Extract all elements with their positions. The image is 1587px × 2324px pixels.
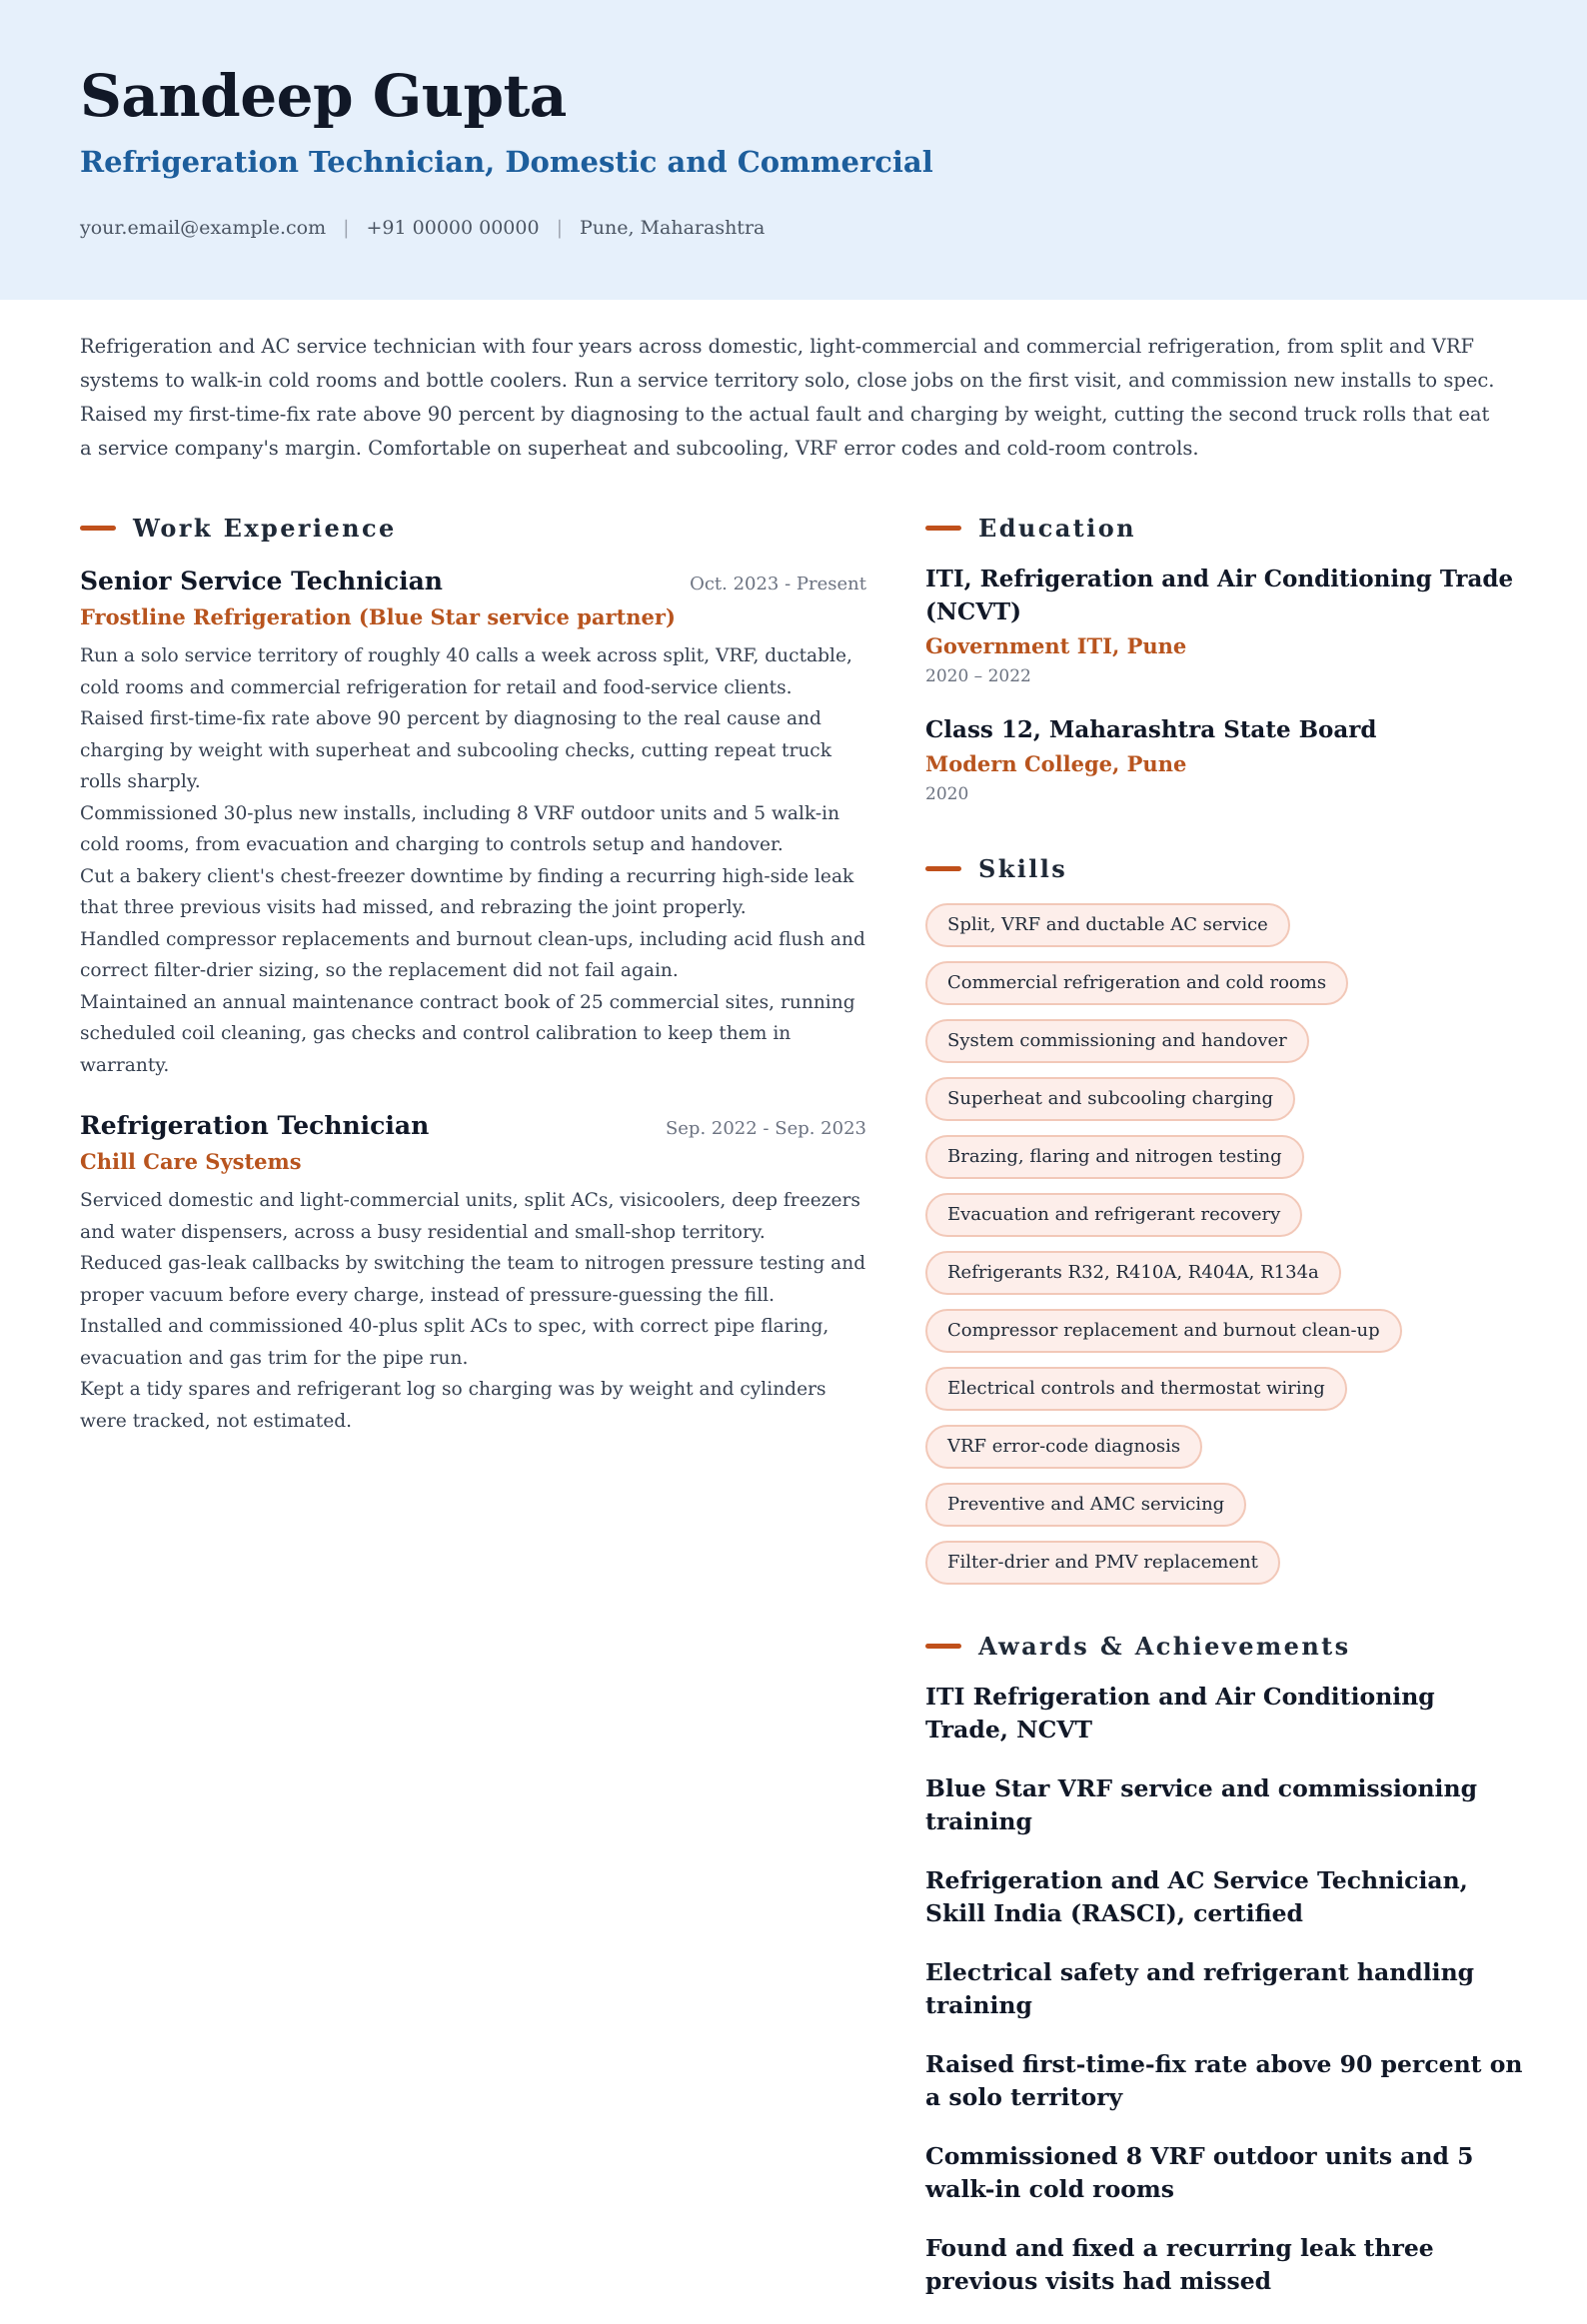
resume-header bbox=[0, 0, 1587, 300]
section-accent-bar bbox=[925, 866, 961, 871]
education-entry bbox=[925, 563, 1525, 689]
job-bullet: Kept a tidy spares and refrigerant log so charging was by weight and cylinders were tracked, not estimated. bbox=[80, 1379, 826, 1432]
right-column bbox=[925, 505, 1525, 2324]
skill-tag: Split, VRF and ductable AC service bbox=[925, 903, 1290, 947]
job-company: Frostline Refrigeration (Blue Star service partner) bbox=[80, 604, 676, 629]
job-bullet: Reduced gas-leak callbacks by switching the team to nitrogen pressure testing and proper vacuum before every charge, instead of pressure-guessing the fill. bbox=[80, 1253, 866, 1306]
award-item: Refrigeration and AC Service Technician, Skill India (RASCI), certified bbox=[925, 1866, 1468, 1927]
section-title: Education bbox=[978, 513, 1136, 543]
job-bullet: Handled compressor replacements and burnout clean-ups, including acid flush and correct filter-drier sizing, so the replacement did not fail again. bbox=[80, 928, 865, 981]
contact-separator: | bbox=[556, 217, 563, 239]
award-item: Raised first-time-fix rate above 90 percent on a solo territory bbox=[925, 2050, 1523, 2111]
section-title: Skills bbox=[978, 853, 1068, 883]
email-text: your.email@example.com bbox=[80, 217, 327, 239]
skills-list bbox=[925, 903, 1525, 1585]
job-date: Oct. 2023 - Present bbox=[690, 574, 866, 594]
skill-tag: Electrical controls and thermostat wiring bbox=[925, 1367, 1347, 1411]
job-title: Refrigeration Technician, Domestic and Commercial bbox=[80, 145, 933, 179]
job-bullet: Run a solo service territory of roughly 40 calls a week across split, VRF, ductable, cold rooms and commercial refrigeration for retail and food-service clients. bbox=[80, 645, 852, 698]
section-header-skills bbox=[925, 845, 1525, 891]
job-role: Senior Service Technician bbox=[80, 567, 443, 595]
skill-tag: Evacuation and refrigerant recovery bbox=[925, 1193, 1302, 1237]
job-bullet: Commissioned 30-plus new installs, including 8 VRF outdoor units and 5 walk-in cold rooms, from evacuation and charging to controls setup and handover. bbox=[80, 802, 840, 855]
skill-tag: Commercial refrigeration and cold rooms bbox=[925, 961, 1348, 1005]
skill-tag: Compressor replacement and burnout clean-up bbox=[925, 1309, 1402, 1353]
job-company: Chill Care Systems bbox=[80, 1149, 302, 1174]
job-entry bbox=[80, 563, 866, 1081]
section-accent-bar bbox=[925, 526, 961, 531]
section-header-awards bbox=[925, 1623, 1525, 1669]
section-title: Awards & Achievements bbox=[978, 1631, 1351, 1661]
phone-text: +91 00000 00000 bbox=[366, 217, 540, 239]
contact-line bbox=[80, 214, 765, 242]
education-degree: Class 12, Maharashtra State Board bbox=[925, 716, 1377, 743]
education-school: Government ITI, Pune bbox=[925, 633, 1187, 658]
skill-tag: Brazing, flaring and nitrogen testing bbox=[925, 1135, 1304, 1179]
section-accent-bar bbox=[925, 1644, 961, 1649]
job-header bbox=[80, 563, 866, 600]
award-item: Found and fixed a recurring leak three previous visits had missed bbox=[925, 2234, 1434, 2295]
education-school: Modern College, Pune bbox=[925, 751, 1187, 776]
summary-paragraph: Refrigeration and AC service technician with four years across domestic, light-commercial and commercial refrigeration, from split and VRF systems to walk-in cold rooms and bottle coolers. Run a service territory solo, close jobs on the first visit, and commission new installs to spec. Raised my first-time-fix rate above 90 percent by diagnosing to the actual fault and charging by weight, cutting the second truck rolls that eat a service company's margin. Comfortable on superheat and subcooling, VRF error codes and cold-room controls. bbox=[80, 335, 1495, 460]
award-item: Electrical safety and refrigerant handling training bbox=[925, 1958, 1475, 2019]
skill-tag: System commissioning and handover bbox=[925, 1019, 1309, 1063]
skill-tag: Filter-drier and PMV replacement bbox=[925, 1541, 1280, 1585]
award-item: ITI Refrigeration and Air Conditioning Trade, NCVT bbox=[925, 1683, 1435, 1743]
job-role: Refrigeration Technician bbox=[80, 1111, 430, 1140]
contact-separator: | bbox=[343, 217, 350, 239]
skill-tag: Preventive and AMC servicing bbox=[925, 1483, 1246, 1527]
job-bullet: Maintained an annual maintenance contract book of 25 commercial sites, running scheduled coil cleaning, gas checks and control calibration to keep them in warranty. bbox=[80, 991, 855, 1076]
education-degree: ITI, Refrigeration and Air Conditioning Trade (NCVT) bbox=[925, 566, 1514, 625]
awards-list bbox=[925, 1681, 1525, 2298]
candidate-name: Sandeep Gupta bbox=[80, 62, 567, 130]
section-title: Work Experience bbox=[133, 513, 397, 543]
education-entry bbox=[925, 713, 1525, 807]
left-column bbox=[80, 505, 866, 1463]
job-bullet: Serviced domestic and light-commercial units, split ACs, visicoolers, deep freezers and water dispensers, across a busy residential and small-shop territory. bbox=[80, 1190, 860, 1243]
skill-tag: Superheat and subcooling charging bbox=[925, 1077, 1295, 1121]
job-bullet: Cut a bakery client's chest-freezer downtime by finding a recurring high-side leak that three previous visits had missed, and rebrazing the joint properly. bbox=[80, 865, 854, 918]
location-text: Pune, Maharashtra bbox=[579, 217, 766, 239]
job-header bbox=[80, 1107, 866, 1145]
section-header-experience bbox=[80, 505, 866, 551]
job-entry bbox=[80, 1107, 866, 1437]
award-item: Commissioned 8 VRF outdoor units and 5 walk-in cold rooms bbox=[925, 2142, 1474, 2203]
section-accent-bar bbox=[80, 526, 116, 531]
job-bullet: Installed and commissioned 40-plus split ACs to spec, with correct pipe flaring, evacuation and gas trim for the pipe run. bbox=[80, 1316, 829, 1369]
section-header-education bbox=[925, 505, 1525, 551]
job-date: Sep. 2022 - Sep. 2023 bbox=[665, 1118, 866, 1139]
job-bullet: Raised first-time-fix rate above 90 percent by diagnosing to the real cause and charging by weight with superheat and subcooling checks, cutting repeat truck rolls sharply. bbox=[80, 708, 831, 792]
award-item: Blue Star VRF service and commissioning training bbox=[925, 1774, 1477, 1835]
education-years: 2020 – 2022 bbox=[925, 666, 1031, 686]
skill-tag: Refrigerants R32, R410A, R404A, R134a bbox=[925, 1251, 1341, 1295]
education-years: 2020 bbox=[925, 784, 969, 804]
skill-tag: VRF error-code diagnosis bbox=[925, 1425, 1202, 1469]
